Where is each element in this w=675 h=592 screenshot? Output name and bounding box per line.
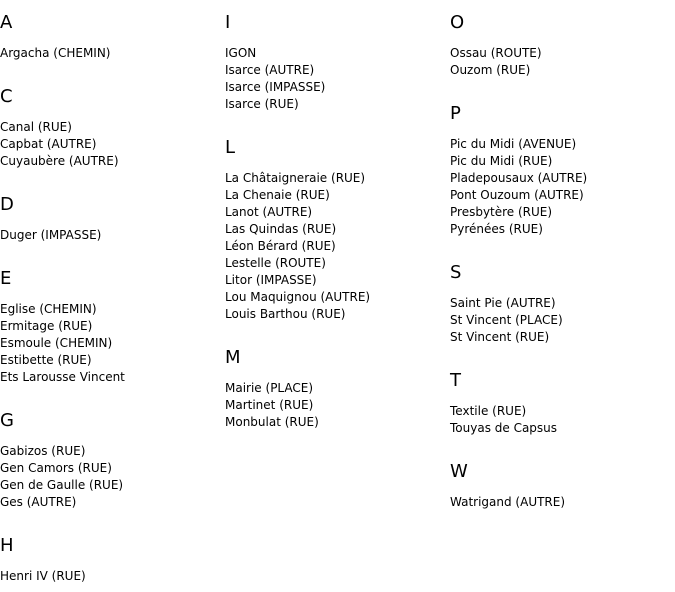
- section-letter: E: [0, 268, 12, 289]
- street-item: Ermitage (RUE): [0, 319, 93, 333]
- section-letter: D: [0, 194, 14, 215]
- street-item: Watrigand (AUTRE): [450, 495, 566, 509]
- street-item: Pont Ouzoum (AUTRE): [450, 188, 584, 202]
- street-item: Canal (RUE): [0, 120, 72, 134]
- street-list: [0, 443, 123, 511]
- street-list: [450, 403, 557, 437]
- street-list: [225, 380, 319, 431]
- street-item: Louis Barthou (RUE): [225, 307, 346, 321]
- street-item: Monbulat (RUE): [225, 415, 319, 429]
- street-list: [225, 170, 370, 323]
- section-letter: S: [450, 262, 462, 283]
- street-item: Ets Larousse Vincent: [0, 370, 125, 384]
- street-item: Lou Maquignou (AUTRE): [225, 290, 371, 304]
- street-item: Pyrénées (RUE): [450, 222, 543, 236]
- street-item: Argacha (CHEMIN): [0, 46, 111, 60]
- street-item: Cuyaubère (AUTRE): [0, 154, 119, 168]
- street-item: Gabizos (RUE): [0, 444, 86, 458]
- street-item: Gen de Gaulle (RUE): [0, 478, 124, 492]
- street-item: Ossau (ROUTE): [450, 46, 542, 60]
- street-item: Isarce (RUE): [225, 97, 299, 111]
- street-list: [0, 227, 101, 244]
- section-letter: I: [225, 12, 231, 33]
- street-item: Martinet (RUE): [225, 398, 314, 412]
- street-item: Touyas de Capsus: [450, 421, 558, 435]
- section-letter: L: [225, 137, 236, 158]
- street-item: Gen Camors (RUE): [0, 461, 112, 475]
- street-list: [0, 119, 119, 170]
- street-list: [450, 136, 587, 238]
- street-item: Pladepousaux (AUTRE): [450, 171, 588, 185]
- street-item: Capbat (AUTRE): [0, 137, 97, 151]
- street-list: [0, 568, 86, 585]
- section-letter: W: [450, 461, 468, 482]
- street-item: Esmoule (CHEMIN): [0, 336, 113, 350]
- street-item: St Vincent (RUE): [450, 330, 550, 344]
- street-item: Eglise (CHEMIN): [0, 302, 97, 316]
- street-item: La Chenaie (RUE): [225, 188, 330, 202]
- street-item: IGON: [225, 46, 257, 60]
- street-item: Lanot (AUTRE): [225, 205, 313, 219]
- section-letter: H: [0, 535, 14, 556]
- section-letter: G: [0, 410, 14, 431]
- street-list: [450, 45, 542, 79]
- street-item: Pic du Midi (AVENUE): [450, 137, 577, 151]
- section-letter: A: [0, 12, 13, 33]
- street-item: Isarce (IMPASSE): [225, 80, 326, 94]
- street-list: [450, 494, 565, 511]
- street-list: [0, 45, 111, 62]
- street-item: Duger (IMPASSE): [0, 228, 102, 242]
- street-item: Pic du Midi (RUE): [450, 154, 553, 168]
- street-item: Litor (IMPASSE): [225, 273, 317, 287]
- street-item: Mairie (PLACE): [225, 381, 314, 395]
- street-item: Henri IV (RUE): [0, 569, 86, 583]
- street-item: Lestelle (ROUTE): [225, 256, 326, 270]
- street-item: Ges (AUTRE): [0, 495, 77, 509]
- street-item: La Châtaigneraie (RUE): [225, 171, 366, 185]
- street-list: [225, 45, 325, 113]
- street-item: Isarce (AUTRE): [225, 63, 315, 77]
- section-letter: T: [450, 370, 461, 391]
- street-item: Léon Bérard (RUE): [225, 239, 336, 253]
- street-item: Textile (RUE): [450, 404, 527, 418]
- street-item: Ouzom (RUE): [450, 63, 531, 77]
- street-item: Estibette (RUE): [0, 353, 92, 367]
- street-item: Las Quindas (RUE): [225, 222, 337, 236]
- section-letter: O: [450, 12, 465, 33]
- street-item: St Vincent (PLACE): [450, 313, 563, 327]
- street-item: Saint Pie (AUTRE): [450, 296, 556, 310]
- street-list: [0, 301, 125, 386]
- section-letter: C: [0, 86, 13, 107]
- section-letter: M: [225, 347, 241, 368]
- street-item: Presbytère (RUE): [450, 205, 553, 219]
- section-letter: P: [450, 103, 461, 124]
- street-list: [450, 295, 563, 346]
